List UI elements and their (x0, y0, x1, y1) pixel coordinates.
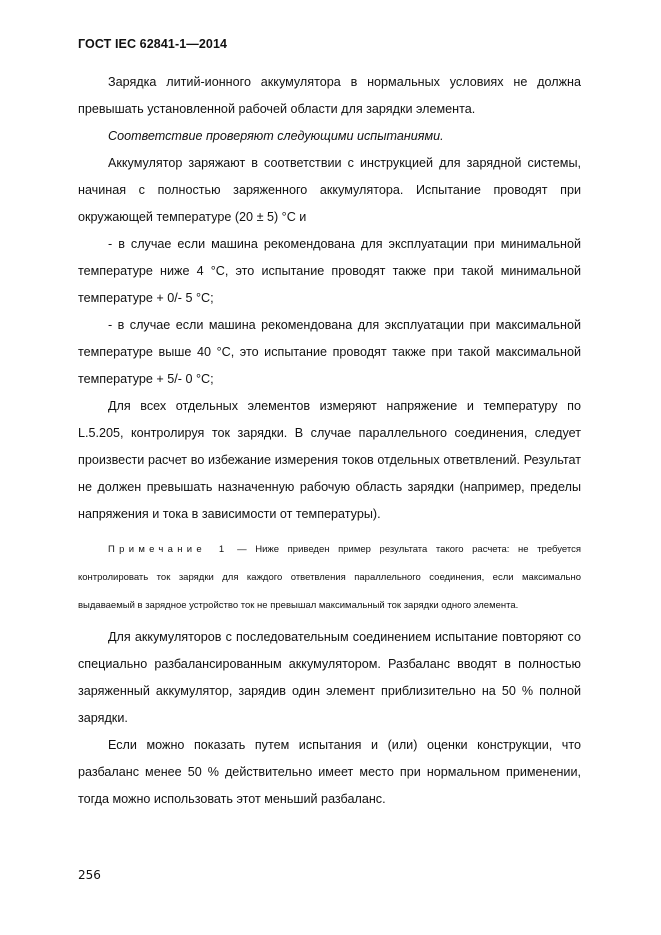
page-body (78, 69, 581, 813)
paragraph-maximum-temperature: - в случае если машина рекомендована для эксплуатации при максимальной температуре выше 40 °С, это испытание проводят также при такой максимальной температуре + 5/- 0 °С; (78, 318, 581, 386)
note-1 (78, 536, 581, 620)
page-number: 256 (78, 868, 101, 882)
note-text: — Ниже приведен пример результата такого расчета: не требуется контролировать ток зарядки для каждого ответвления параллельного соединения, если максимально выдаваемый в зарядное устройство ток не превышал максимальный ток зарядки одного элемента. (78, 544, 581, 611)
paragraph-imbalance: Если можно показать путем испытания и (или) оценки конструкции, что разбаланс менее 50 % действительно имеет место при нормальном применении, тогда можно использовать этот меньший разбаланс. (78, 738, 581, 806)
paragraph-measurements: Для всех отдельных элементов измеряют напряжение и температуру по L.5.205, контролируя ток зарядки. В случае параллельного соединения, следует произвести расчет во избежание измерения токов отдельных ответвлений. Результат не должен превышать назначенную рабочую область зарядки (например, пределы напряжения и тока в зависимости от температуры). (78, 399, 581, 521)
paragraph-series-connection: Для аккумуляторов с последовательным соединением испытание повторяют со специально разбалансированным аккумулятором. Разбаланс вводят в полностью заряженный аккумулятор, зарядив один элемент приблизительно на 50 % полной зарядки. (78, 630, 581, 725)
note-label: Примечание 1 (108, 544, 229, 555)
paragraph-charging-limit: Зарядка литий-ионного аккумулятора в нормальных условиях не должна превышать установленной рабочей области для зарядки элемента. (78, 75, 581, 116)
document-header: ГОСТ IEC 62841-1—2014 (78, 37, 228, 51)
paragraph-compliance: Соответствие проверяют следующими испытаниями. (108, 129, 444, 143)
paragraph-test-procedure: Аккумулятор заряжают в соответствии с инструкцией для зарядной системы, начиная с полностью заряженного аккумулятора. Испытание проводят при окружающей температуре (20 ± 5) °С и (78, 156, 581, 224)
paragraph-minimum-temperature: - в случае если машина рекомендована для эксплуатации при минимальной температуре ниже 4 °С, это испытание проводят также при такой минимальной температуре + 0/- 5 °С; (78, 237, 581, 305)
